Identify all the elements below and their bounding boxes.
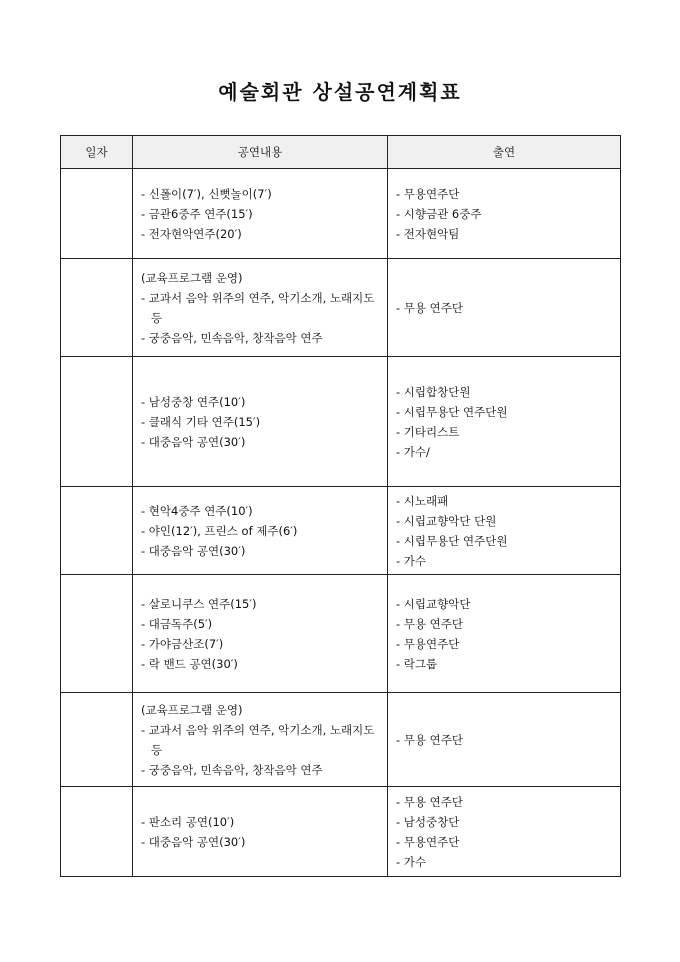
row-performers (388, 693, 621, 787)
program-item: - 클래식 기타 연주(15′) (141, 414, 261, 429)
program-item: - 판소리 공연(10′) (141, 814, 235, 829)
performer-item: - 무용연주단 (396, 186, 460, 201)
program-item: - 현악4중주 연주(10′) (141, 503, 253, 518)
performer-item: - 무용연주단 (396, 834, 460, 849)
program-item: - 교과서 음악 위주의 연주, 악기소개, 노래지도 등 (141, 290, 375, 325)
row-date (61, 259, 133, 357)
performer-item: - 가수/ (396, 444, 430, 459)
header-performers: 출연 (388, 136, 621, 169)
performer-item: - 가수 (396, 553, 427, 568)
row-date (61, 693, 133, 787)
performer-item: - 가수 (396, 854, 427, 869)
performer-item: - 락그룹 (396, 656, 438, 671)
performer-item: - 시립무용단 연주단원 (396, 404, 508, 419)
row-program (133, 787, 388, 877)
performer-item: - 무용 연주단 (396, 300, 464, 315)
row-performers (388, 357, 621, 487)
performer-item: - 시립합창단원 (396, 384, 471, 399)
program-item: - 궁중음악, 민속음악, 창작음악 연주 (141, 330, 323, 345)
table-row (61, 787, 621, 877)
table-row (61, 357, 621, 487)
table-header-row (61, 136, 621, 169)
program-item: - 금관6중주 연주(15′) (141, 206, 253, 221)
program-item: - 대중음악 공연(30′) (141, 543, 246, 558)
program-heading: (교육프로그램 운영) (141, 702, 243, 717)
program-item: - 대금독주(5′) (141, 616, 213, 631)
row-performers (388, 787, 621, 877)
program-item: - 신폴이(7′), 신뻣놀이(7′) (141, 186, 272, 201)
program-item: - 교과서 음악 위주의 연주, 악기소개, 노래지도 등 (141, 722, 375, 757)
row-program (133, 575, 388, 693)
performer-item: - 시노래패 (396, 493, 449, 508)
program-item: - 대중음악 공연(30′) (141, 834, 246, 849)
row-program (133, 693, 388, 787)
row-performers (388, 487, 621, 575)
row-program (133, 357, 388, 487)
performer-item: - 기타리스트 (396, 424, 460, 439)
performer-item: - 무용연주단 (396, 636, 460, 651)
row-program (133, 259, 388, 357)
program-item: - 살로니쿠스 연주(15′) (141, 596, 257, 611)
row-performers (388, 169, 621, 259)
row-program (133, 487, 388, 575)
row-date (61, 575, 133, 693)
performance-schedule-table (60, 135, 621, 877)
header-date: 일자 (61, 136, 133, 169)
performer-item: - 무용 연주단 (396, 794, 464, 809)
performer-item: - 남성중창단 (396, 814, 460, 829)
program-item: - 궁중음악, 민속음악, 창작음악 연주 (141, 762, 323, 777)
row-performers (388, 575, 621, 693)
performer-item: - 시립무용단 연주단원 (396, 533, 508, 548)
row-performers (388, 259, 621, 357)
row-date (61, 787, 133, 877)
table-row (61, 487, 621, 575)
table-row (61, 259, 621, 357)
row-date (61, 169, 133, 259)
program-item: - 전자현악연주(20′) (141, 226, 242, 241)
program-item: - 락 밴드 공연(30′) (141, 656, 238, 671)
program-item: - 가야금산조(7′) (141, 636, 224, 651)
performer-item: - 무용 연주단 (396, 732, 464, 747)
table-row (61, 169, 621, 259)
table-row (61, 575, 621, 693)
performer-item: - 시향금관 6중주 (396, 206, 482, 221)
program-item: - 야인(12′), 프린스 of 제주(6′) (141, 523, 298, 538)
program-item: - 대중음악 공연(30′) (141, 434, 246, 449)
program-heading: (교육프로그램 운영) (141, 270, 243, 285)
row-date (61, 357, 133, 487)
header-program: 공연내용 (133, 136, 388, 169)
performer-item: - 시립교향악단 (396, 596, 471, 611)
program-item: - 남성중창 연주(10′) (141, 394, 246, 409)
performer-item: - 무용 연주단 (396, 616, 464, 631)
table-row (61, 693, 621, 787)
performer-item: - 시립교향악단 단원 (396, 513, 497, 528)
row-date (61, 487, 133, 575)
row-program (133, 169, 388, 259)
page-title: 예술회관 상설공연계획표 (218, 80, 462, 104)
performer-item: - 전자현악팀 (396, 226, 460, 241)
